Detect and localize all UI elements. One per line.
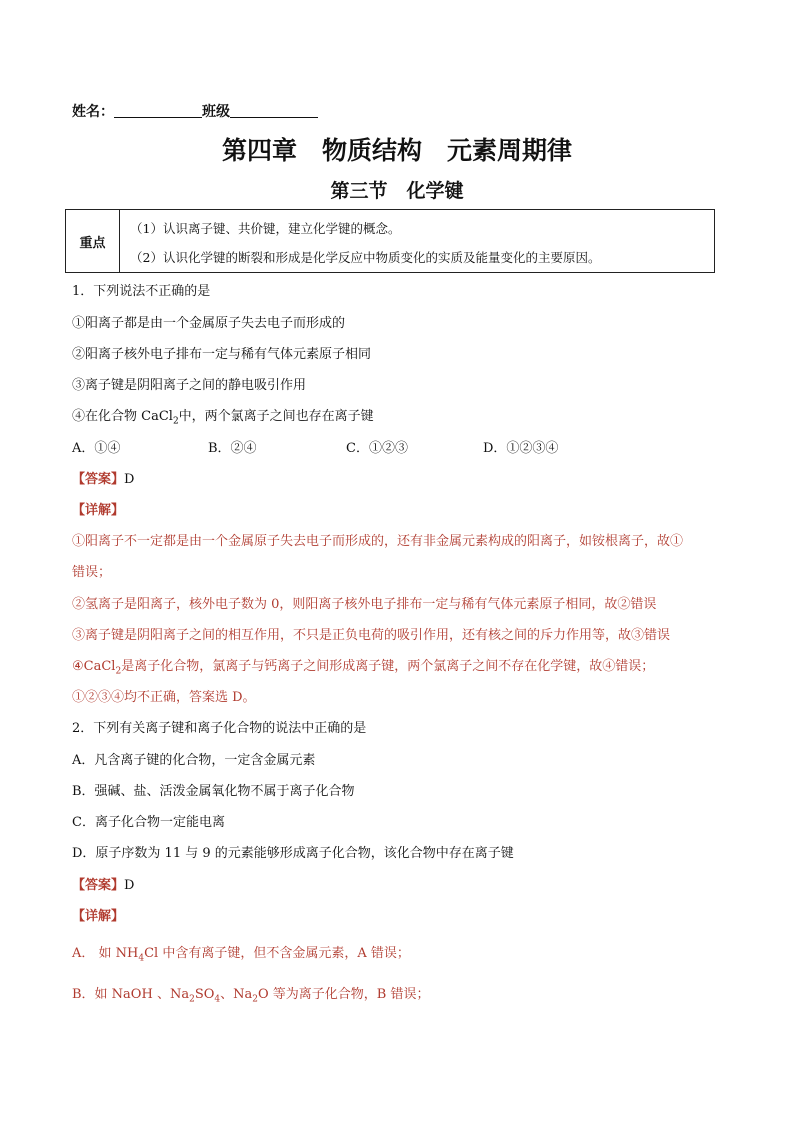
- chapter-title: 第四章 物质结构 元素周期律: [221, 136, 572, 165]
- focus-content: [120, 210, 714, 272]
- q2-option-b[interactable]: B．强碱、盐、活泼金属氧化物不属于离子化合物: [72, 784, 355, 799]
- name-label: 姓名：: [72, 104, 114, 120]
- answer-value: D: [124, 472, 135, 487]
- q1-statement-1: ①阳离子都是由一个金属原子失去电子而形成的: [72, 316, 346, 331]
- q2-option-a[interactable]: A．凡含离子键的化合物，一定含金属元素: [72, 753, 316, 768]
- q2-option-d[interactable]: D．原子序数为 11 与 9 的元素能够形成离子化合物，该化合物中存在离子键: [72, 846, 514, 861]
- answer-value: D: [124, 878, 135, 893]
- focus-item: （1）认识离子键、共价键，建立化学键的概念。: [130, 221, 401, 236]
- q1-detail-1: ①阳离子不一定都是由一个金属原子失去电子而形成的，还有非金属元素构成的阳离子，如铵根离子，故①: [72, 534, 684, 549]
- focus-label: 重点: [66, 210, 120, 272]
- focus-box: [65, 209, 715, 273]
- q1-detail-label: 【详解】: [72, 503, 125, 518]
- q1-stem: 1．下列说法不正确的是: [72, 284, 211, 299]
- q2-stem: 2．下列有关离子键和离子化合物的说法中正确的是: [72, 721, 367, 736]
- q2-detail-label: 【详解】: [72, 909, 125, 924]
- q2-detail-a: A． 如 $NH_4Cl$ 中含有离子键，但不含金属元素，A 错误；: [72, 946, 410, 964]
- focus-item: （2）认识化学键的断裂和形成是化学反应中物质变化的实质及能量变化的主要原因。: [130, 250, 601, 265]
- q1-answer: [72, 468, 134, 487]
- q2-option-c[interactable]: C．离子化合物一定能电离: [72, 815, 225, 830]
- name-blank[interactable]: [114, 103, 202, 118]
- q1-option-d[interactable]: D．①②③④: [483, 441, 559, 456]
- q1-statement-2: ②阳离子核外电子排布一定与稀有气体元素原子相同: [72, 347, 372, 362]
- q1-options: [72, 437, 558, 456]
- q1-option-c[interactable]: C．①②③: [346, 441, 408, 456]
- answer-label: 【答案】: [72, 878, 125, 893]
- answer-label: 【答案】: [72, 472, 125, 487]
- class-blank[interactable]: [230, 103, 318, 118]
- class-label: 班级: [202, 104, 230, 120]
- q1-detail-5: ①②③④均不正确，答案选 D。: [72, 690, 256, 705]
- q2-answer: [72, 874, 134, 893]
- section-title: 第三节 化学键: [330, 180, 464, 202]
- q1-statement-4: ④在化合物 CaCl$_2$中，两个氯离子之间也存在离子键: [72, 409, 374, 427]
- q1-detail-4: ④CaCl$_2$是离子化合物，氯离子与钙离子之间形成离子键，两个氯离子之间不存在化学键，故④错误；: [72, 659, 655, 677]
- q1-option-a[interactable]: A．①④: [72, 441, 121, 456]
- student-info-line: [72, 101, 318, 121]
- q1-statement-3: ③离子键是阴阳离子之间的静电吸引作用: [72, 378, 307, 393]
- q1-detail-2: ②氢离子是阳离子，核外电子数为 0，则阳离子核外电子排布一定与稀有气体元素原子相同，故②错误: [72, 597, 657, 612]
- q1-detail-1b: 错误；: [72, 565, 112, 580]
- q1-detail-3: ③离子键是阴阳离子之间的相互作用，不只是正负电荷的吸引作用，还有核之间的斥力作用等，故③错误: [72, 628, 671, 643]
- q2-detail-b: B．如 NaOH 、$Na_2SO_4$、$Na_2O$ 等为离子化合物，B 错误；: [72, 987, 430, 1005]
- q1-option-b[interactable]: B．②④: [208, 441, 257, 456]
